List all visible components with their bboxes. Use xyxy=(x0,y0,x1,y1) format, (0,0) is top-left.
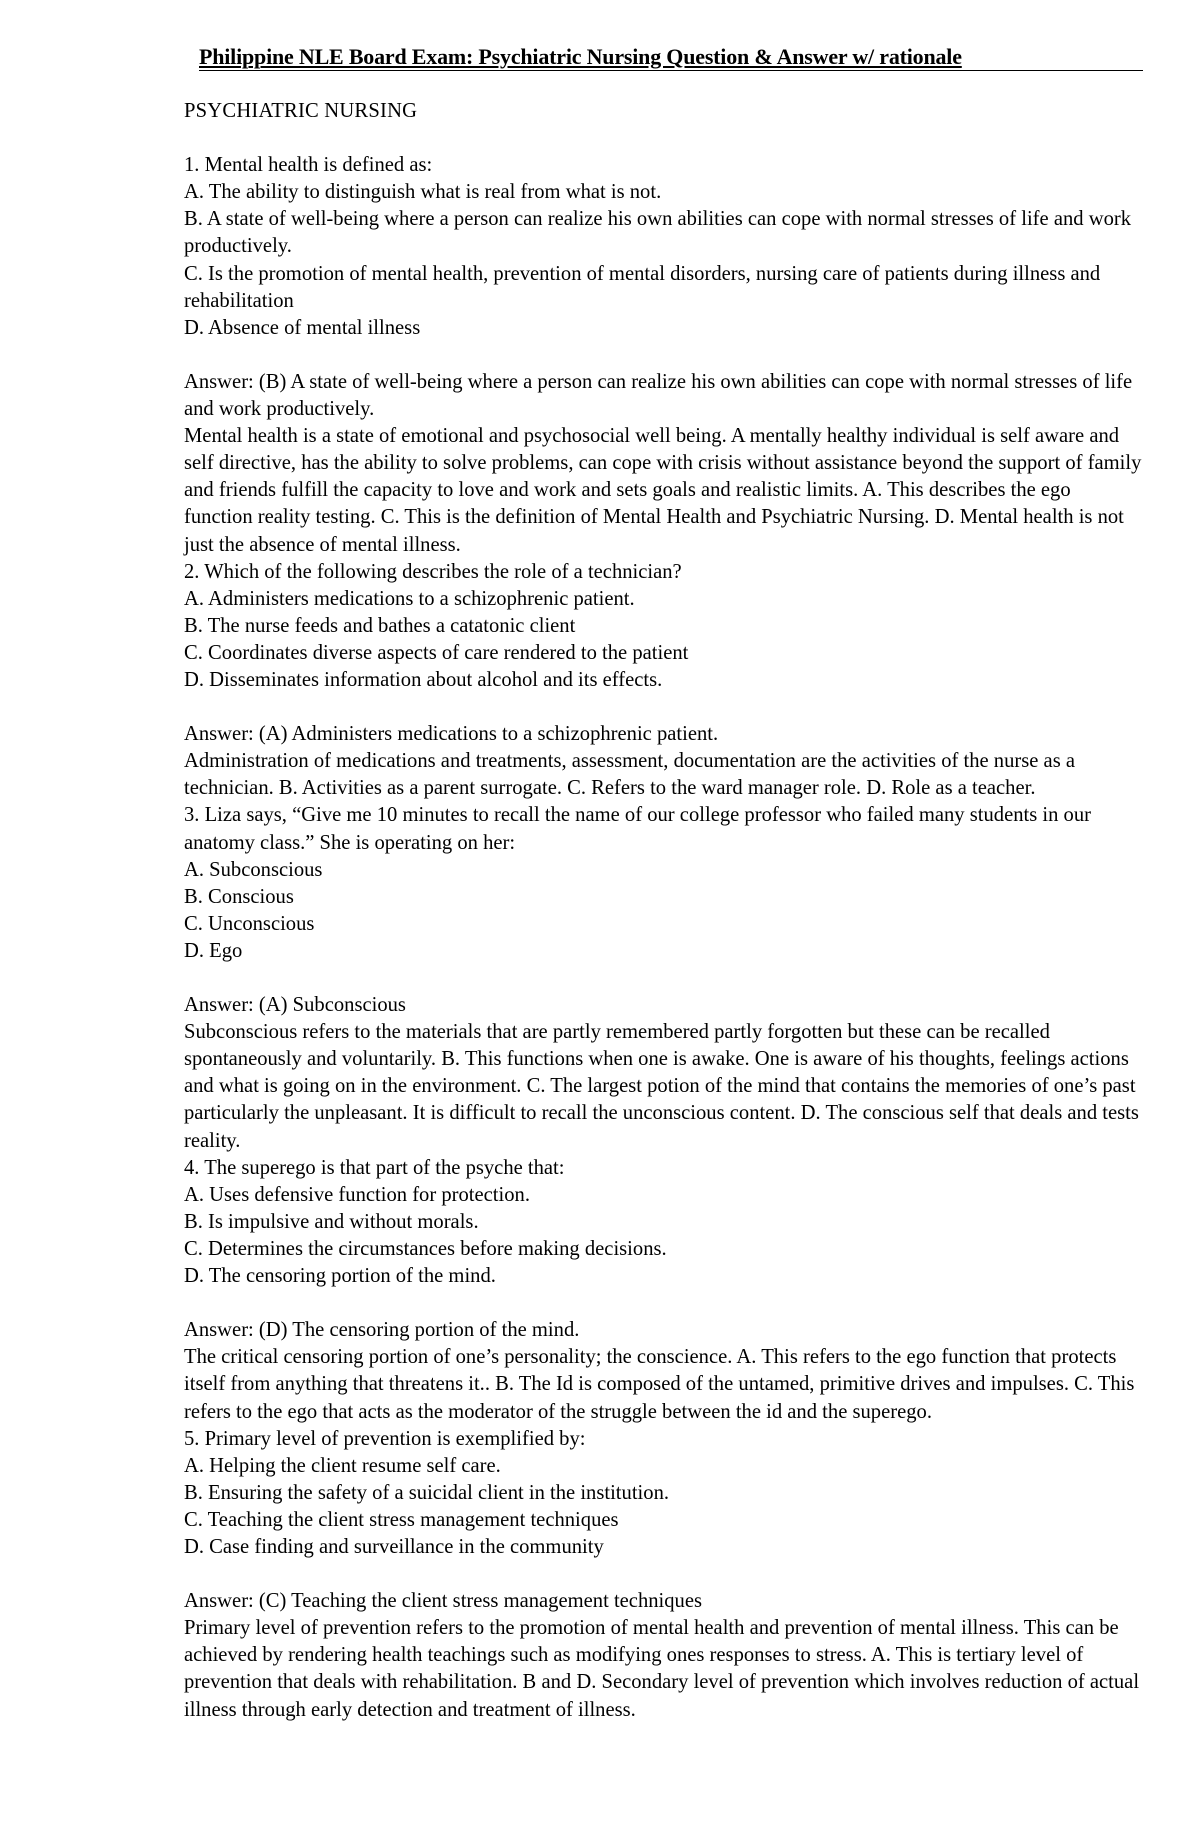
question-text: 2. Which of the following describes the role of a technician? xyxy=(184,560,682,583)
option-d: D. Case finding and surveillance in the community xyxy=(184,1535,604,1558)
rationale-text: Administration of medications and treatments, assessment, documentation are the activities of the nurse as a technician. B. Activities as a parent surrogate. C. Refers to the ward manager role. D. Role as a teacher. xyxy=(184,750,1076,800)
question-text: 4. The superego is that part of the psyche that: xyxy=(184,1156,565,1179)
option-b: B. Conscious xyxy=(184,885,294,908)
answer-text: Answer: (D) The censoring portion of the mind. xyxy=(184,1319,580,1342)
question-text: 3. Liza says, “Give me 10 minutes to recall the name of our college professor who failed many students in our anatomy class.” She is operating on her: xyxy=(184,804,1092,854)
question-block-2 xyxy=(184,559,1144,803)
option-a: A. Subconscious xyxy=(184,858,323,881)
answer-text: Answer: (A) Subconscious xyxy=(184,994,406,1017)
option-b: B. Ensuring the safety of a suicidal client in the institution. xyxy=(184,1481,670,1504)
question-text: 5. Primary level of prevention is exemplified by: xyxy=(184,1427,586,1450)
option-b: B. The nurse feeds and bathes a catatonic client xyxy=(184,614,576,637)
option-c: C. Teaching the client stress management techniques xyxy=(184,1508,619,1531)
option-d: D. Disseminates information about alcohol and its effects. xyxy=(184,668,663,691)
question-block-3 xyxy=(184,802,1144,1154)
section-title: PSYCHIATRIC NURSING xyxy=(184,100,418,122)
spacer xyxy=(184,342,1144,369)
spacer xyxy=(184,1290,1144,1317)
question-block-4 xyxy=(184,1155,1144,1426)
spacer xyxy=(184,1561,1144,1588)
spacer xyxy=(184,694,1144,721)
rationale-text: Subconscious refers to the materials that are partly remembered partly forgotten but these can be recalled spontaneously and voluntarily. B. This functions when one is awake. One is aware of his thoughts, feelings actions and what is going on in the environment. C. The largest potion of the mind that contains the memories of one’s past particularly the unpleasant. It is difficult to recall the unconscious content. D. The conscious self that deals and tests reality. xyxy=(184,1021,1139,1152)
option-d: D. The censoring portion of the mind. xyxy=(184,1265,496,1288)
page-header: Philippine NLE Board Exam: Psychiatric Nursing Question & Answer w/ rationale xyxy=(199,44,1143,71)
option-c: C. Unconscious xyxy=(184,912,315,935)
option-d: D. Ego xyxy=(184,939,243,962)
question-block-5 xyxy=(184,1426,1144,1724)
rationale-text: Mental health is a state of emotional and psychosocial well being. A mentally healthy individual is self aware and self directive, has the ability to solve problems, can cope with crisis without assistance beyond the support of family and friends fulfill the capacity to love and work and sets goals and realistic limits. A. This describes the ego function reality testing. C. This is the definition of Mental Health and Psychiatric Nursing. D. Mental health is not just the absence of mental illness. xyxy=(184,425,1142,556)
spacer xyxy=(184,965,1144,992)
option-c: C. Coordinates diverse aspects of care rendered to the patient xyxy=(184,641,689,664)
option-d: D. Absence of mental illness xyxy=(184,316,421,339)
option-a: A. The ability to distinguish what is real from what is not. xyxy=(184,181,662,204)
option-c: C. Is the promotion of mental health, prevention of mental disorders, nursing care of patients during illness and rehabilitation xyxy=(184,262,1101,312)
option-a: A. Uses defensive function for protection. xyxy=(184,1183,530,1206)
option-b: B. A state of well-being where a person can realize his own abilities can cope with normal stresses of life and work productively. xyxy=(184,208,1132,258)
question-block-1 xyxy=(184,152,1144,558)
option-c: C. Determines the circumstances before making decisions. xyxy=(184,1237,667,1260)
option-b: B. Is impulsive and without morals. xyxy=(184,1210,479,1233)
rationale-text: The critical censoring portion of one’s personality; the conscience. A. This refers to the ego function that protects itself from anything that threatens it.. B. The Id is composed of the untamed, primitive drives and impulses. C. This refers to the ego that acts as the moderator of the struggle between the id and the superego. xyxy=(184,1346,1135,1423)
rationale-text: Primary level of prevention refers to the promotion of mental health and prevention of mental illness. This can be achieved by rendering health teachings such as modifying ones responses to stress. A. This is tertiary level of prevention that deals with rehabilitation. B and D. Secondary level of prevention which involves reduction of actual illness through early detection and treatment of illness. xyxy=(184,1617,1140,1721)
answer-text: Answer: (B) A state of well-being where a person can realize his own abilities can cope with normal stresses of life and work productively. xyxy=(184,370,1133,421)
answer-text: Answer: (C) Teaching the client stress management techniques xyxy=(184,1590,703,1613)
document-body xyxy=(184,98,1144,1724)
option-a: A. Helping the client resume self care. xyxy=(184,1454,501,1477)
question-text: 1. Mental health is defined as: xyxy=(184,154,433,177)
option-a: A. Administers medications to a schizophrenic patient. xyxy=(184,587,635,610)
answer-text: Answer: (A) Administers medications to a schizophrenic patient. xyxy=(184,723,719,746)
